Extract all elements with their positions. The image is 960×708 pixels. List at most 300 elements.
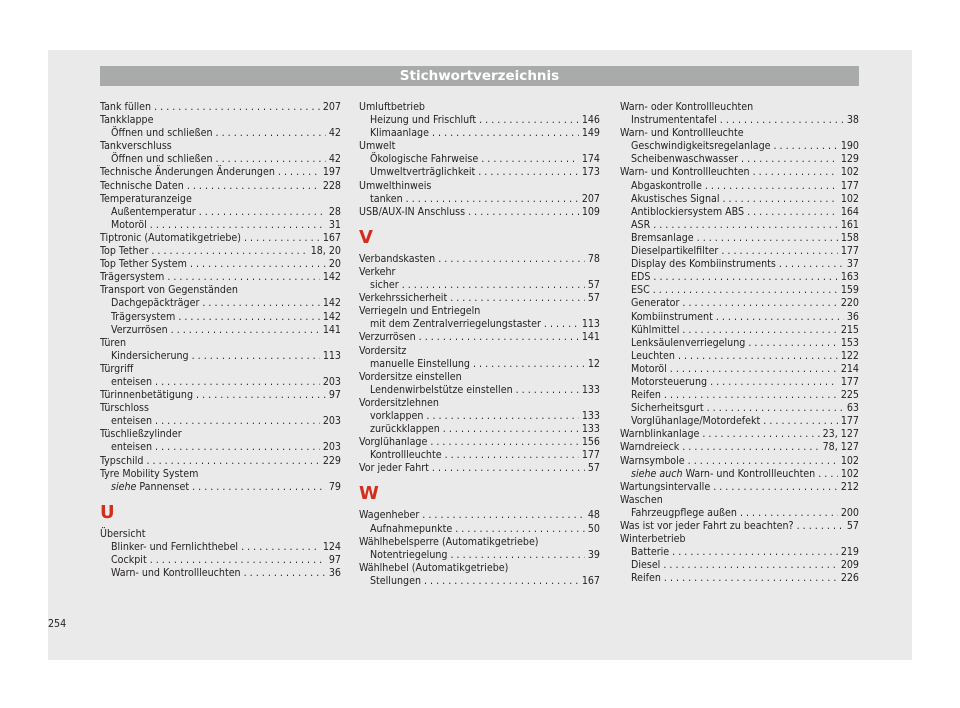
index-entry-leader-dots <box>653 271 837 284</box>
index-entry-term: Technische Daten <box>100 179 184 192</box>
index-entry <box>620 572 859 585</box>
index-entry-term: Öffnen und schließen <box>111 127 213 140</box>
index-entry <box>100 481 341 494</box>
index-entry-leader-dots <box>192 350 320 363</box>
index-entry-leader-dots <box>455 523 585 536</box>
index-entry-leader-dots <box>748 337 837 350</box>
index-entry <box>359 292 600 305</box>
index-entry-page[interactable]: 173 <box>581 166 600 179</box>
index-entry-leader-dots <box>774 140 838 153</box>
index-entry-page[interactable]: 28 <box>328 205 341 218</box>
index-entry-term: Scheibenwaschwasser <box>631 153 739 166</box>
index-entry-term: Notentriegelung <box>370 548 448 561</box>
index-entry-page[interactable]: 146 <box>581 114 600 127</box>
index-entry <box>100 441 341 454</box>
index-entry <box>620 166 859 179</box>
index-entry <box>359 575 600 588</box>
index-entry-page[interactable]: 225 <box>840 389 859 402</box>
index-entry <box>359 318 600 331</box>
index-entry <box>620 546 859 559</box>
index-entry <box>620 193 859 206</box>
index-entry-page[interactable]: 42 <box>328 153 341 166</box>
index-entry-term-text: Warn- und Kontrollleuchten <box>682 467 816 480</box>
index-entry-leader-dots <box>202 297 319 310</box>
index-entry <box>620 324 859 337</box>
index-entry-page[interactable]: 39 <box>587 548 600 561</box>
index-entry-page[interactable]: 133 <box>581 423 600 436</box>
index-entry-leader-dots <box>710 376 838 389</box>
index-entry-page[interactable]: 102 <box>840 467 859 480</box>
index-entry <box>359 331 600 344</box>
index-heading: Tankklappe <box>100 114 154 127</box>
index-entry-page[interactable]: 133 <box>581 409 600 422</box>
index-entry <box>100 101 341 114</box>
index-entry-leader-dots <box>779 258 844 271</box>
index-entry-term: Lendenwirbelstütze einstellen <box>370 383 513 396</box>
index-heading: Türen <box>100 336 126 349</box>
index-entry-term: Reifen <box>631 389 661 402</box>
index-entry-leader-dots <box>544 318 579 331</box>
index-entry <box>620 140 859 153</box>
index-entry-page[interactable]: 141 <box>581 331 600 344</box>
index-entry-term: vorklappen <box>370 409 424 422</box>
index-entry-leader-dots <box>688 455 838 468</box>
index-entry <box>100 389 341 402</box>
index-entry-page[interactable]: 63 <box>846 402 859 415</box>
index-entry <box>620 507 859 520</box>
index-entry <box>359 423 600 436</box>
index-entry-leader-dots <box>702 428 819 441</box>
index-entry-page[interactable]: 161 <box>840 218 859 231</box>
index-entry-page[interactable]: 133 <box>581 383 600 396</box>
index-entry-leader-dots <box>468 206 579 219</box>
index-entry-term: Akustisches Signal <box>631 192 720 205</box>
index-entry-term: Kindersicherung <box>111 349 189 362</box>
index-heading: Temperaturanzeige <box>100 192 192 205</box>
index-heading: Tankverschluss <box>100 140 172 153</box>
index-entry-see-also: siehe auch <box>631 467 683 480</box>
index-entry <box>620 153 859 166</box>
index-entry-leader-dots <box>445 449 579 462</box>
index-entry-leader-dots <box>432 462 585 475</box>
index-entry <box>359 462 600 475</box>
index-entry <box>620 232 859 245</box>
index-entry-term: Verzurrösen <box>111 323 168 336</box>
index-entry-leader-dots <box>244 232 320 245</box>
index-entry-leader-dots <box>664 572 838 585</box>
index-heading: Vordersitzlehnen <box>359 396 439 409</box>
index-entry-term: Wartungsintervalle <box>620 480 711 493</box>
index-heading: Umwelthinweis <box>359 179 432 192</box>
index-entry <box>620 415 859 428</box>
index-entry-term: Trägersystem <box>111 310 176 323</box>
index-entry-term: sicher <box>370 279 399 292</box>
index-entry-term: Reifen <box>631 572 661 585</box>
index-entry <box>620 520 859 533</box>
index-entry-page[interactable]: 177 <box>581 449 600 462</box>
index-entry-term: Verbandskasten <box>359 252 436 265</box>
index-entry-term: Warnblinkanlage <box>620 428 700 441</box>
index-entry-page[interactable]: 102 <box>840 166 859 179</box>
index-entry-leader-dots <box>155 376 320 389</box>
index-entry-term: mit dem Zentralverriegelungstaster <box>370 318 541 331</box>
index-entry-leader-dots <box>154 101 320 114</box>
index-heading: Verkehr <box>359 265 396 278</box>
index-entry-leader-dots <box>753 166 838 179</box>
index-entry-leader-dots <box>682 441 819 454</box>
index-entry-page[interactable]: 37 <box>846 258 859 271</box>
index-entry-page[interactable]: 177 <box>840 245 859 258</box>
index-entry-page[interactable]: 226 <box>840 572 859 585</box>
index-entry-term: Leuchten <box>631 349 675 362</box>
index-entry <box>100 166 341 179</box>
index-entry <box>359 549 600 562</box>
index-entry-page[interactable]: 78 <box>587 252 600 265</box>
index-entry-page[interactable]: 156 <box>581 436 600 449</box>
index-entry-leader-dots <box>479 114 579 127</box>
index-entry-page[interactable]: 167 <box>322 231 341 244</box>
index-entry-leader-dots <box>818 468 838 481</box>
index-entry <box>620 297 859 310</box>
index-entry-page[interactable]: 167 <box>581 574 600 587</box>
index-entry-page[interactable]: 219 <box>840 546 859 559</box>
index-entry-term: Was ist vor jeder Fahrt zu beachten? <box>620 520 794 532</box>
index-entry <box>620 468 859 481</box>
index-entry <box>359 279 600 292</box>
index-entry-leader-dots <box>187 180 320 193</box>
index-entry <box>620 376 859 389</box>
index-entry-page[interactable]: 203 <box>322 441 341 454</box>
index-entry <box>359 410 600 423</box>
index-entry-term: Warnsymbole <box>620 454 685 467</box>
index-entry-page[interactable]: 57 <box>587 462 600 475</box>
index-entry-page[interactable]: 57 <box>587 279 600 292</box>
index-entry-page[interactable]: 20 <box>328 258 341 271</box>
index-heading: Wählhebel (Automatikgetriebe) <box>359 561 509 574</box>
index-entry <box>100 180 341 193</box>
index-entry-term: Antiblockiersystem ABS <box>631 205 745 218</box>
index-entry-page[interactable]: 48 <box>587 509 600 522</box>
index-entry-page[interactable]: 109 <box>581 205 600 218</box>
index-entry-leader-dots <box>190 258 326 271</box>
index-entry-leader-dots <box>763 415 838 428</box>
index-entry <box>100 219 341 232</box>
index-entry-page[interactable]: 12 <box>587 357 600 370</box>
index-entry-leader-dots <box>196 389 326 402</box>
index-entry-page[interactable]: 215 <box>840 323 859 336</box>
index-entry-page[interactable]: 102 <box>840 454 859 467</box>
index-entry-page[interactable]: 177 <box>840 375 859 388</box>
index-column-3 <box>620 101 859 585</box>
index-entry <box>100 567 341 580</box>
index-entry-page[interactable]: 228 <box>322 179 341 192</box>
index-entry-page[interactable]: 149 <box>581 127 600 140</box>
index-entry-page[interactable]: 113 <box>322 349 341 362</box>
index-entry-leader-dots <box>432 127 579 140</box>
index-entry-term: enteisen <box>111 415 153 428</box>
index-entry-term: Umweltverträglichkeit <box>370 166 476 179</box>
index-entry-term: Wagenheber <box>359 509 420 522</box>
index-entry <box>100 153 341 166</box>
index-entry-page[interactable]: 42 <box>328 127 341 140</box>
index-entry-page[interactable]: 197 <box>322 166 341 179</box>
index-entry-page[interactable]: 18, 20 <box>310 245 341 258</box>
index-entry-term: Trägersystem <box>100 271 165 284</box>
index-entry-page[interactable]: 23, 127 <box>822 428 859 441</box>
index-entry <box>359 127 600 140</box>
index-entry <box>100 245 341 258</box>
index-entry-term: EDS <box>631 271 651 284</box>
index-entry-leader-dots <box>151 245 307 258</box>
index-entry-leader-dots <box>705 180 838 193</box>
index-entry-term: Bremsanlage <box>631 231 694 244</box>
index-entry-page[interactable]: 174 <box>581 153 600 166</box>
index-entry-page[interactable]: 158 <box>840 231 859 244</box>
index-entry-term: Dachgepäckträger <box>111 297 200 310</box>
index-entry <box>359 193 600 206</box>
index-entry-page[interactable]: 207 <box>322 101 341 113</box>
index-entry <box>100 541 341 554</box>
index-entry-page[interactable]: 102 <box>840 192 859 205</box>
index-entry-page[interactable]: 129 <box>840 153 859 166</box>
index-entry-term: Batterie <box>631 546 670 559</box>
index-entry-leader-dots <box>178 311 320 324</box>
index-entry <box>620 258 859 271</box>
index-entry-term: Typschild <box>100 454 144 467</box>
index-entry-leader-dots <box>426 410 578 423</box>
index-entry-leader-dots <box>707 402 844 415</box>
index-entry <box>100 554 341 567</box>
index-entry-page[interactable]: 177 <box>840 179 859 192</box>
index-entry <box>100 297 341 310</box>
index-entry-term: Abgaskontrolle <box>631 179 702 192</box>
index-entry-page[interactable]: 214 <box>840 362 859 375</box>
index-entry-leader-dots <box>678 350 838 363</box>
index-heading: Türschloss <box>100 402 149 415</box>
index-entry-term: tanken <box>370 192 403 205</box>
index-section-letter: U <box>100 501 115 523</box>
index-entry-page[interactable]: 78, 127 <box>822 441 859 454</box>
index-entry-leader-dots <box>741 153 838 166</box>
index-entry-page[interactable]: 177 <box>840 415 859 428</box>
index-entry-leader-dots <box>720 114 844 127</box>
index-entry <box>359 253 600 266</box>
index-entry-page[interactable]: 153 <box>840 336 859 349</box>
index-entry-term: Generator <box>631 297 680 310</box>
index-entry <box>620 389 859 402</box>
index-entry-leader-dots <box>150 219 326 232</box>
index-column-1 <box>100 101 341 580</box>
index-entry <box>359 384 600 397</box>
index-entry-term: Verkehrssicherheit <box>359 292 448 305</box>
index-entry <box>620 206 859 219</box>
index-entry-term: Motorsteuerung <box>631 375 708 388</box>
index-entry-term: Motoröl <box>111 218 147 231</box>
index-entry <box>620 402 859 415</box>
index-entry-leader-dots <box>146 455 319 468</box>
index-entry-page[interactable]: 142 <box>322 271 341 284</box>
index-entry-page[interactable]: 142 <box>322 310 341 323</box>
index-entry <box>620 114 859 127</box>
index-entry-term: Kühlmittel <box>631 323 680 336</box>
index-entry-term: Technische Änderungen Änderungen <box>100 166 275 179</box>
index-entry-page[interactable]: 212 <box>840 480 859 493</box>
index-entry-leader-dots <box>663 559 837 572</box>
index-entry-leader-dots <box>192 481 326 494</box>
index-section-letter: W <box>359 483 379 505</box>
index-entry-page[interactable]: 50 <box>587 522 600 535</box>
index-entry-leader-dots <box>406 193 579 206</box>
index-entry-term: zurückklappen <box>370 423 440 436</box>
index-entry-leader-dots <box>740 507 838 520</box>
index-entry-page[interactable]: 141 <box>322 323 341 336</box>
index-entry-leader-dots <box>478 166 579 179</box>
index-entry-page[interactable]: 97 <box>328 389 341 402</box>
index-entry <box>100 324 341 337</box>
index-entry-page[interactable]: 142 <box>322 297 341 310</box>
index-entry-leader-dots <box>721 245 837 258</box>
index-entry-term <box>111 481 189 494</box>
index-entry <box>100 258 341 271</box>
index-entry-page[interactable]: 200 <box>840 506 859 519</box>
index-entry-term: Kontrollleuchte <box>370 449 442 462</box>
index-entry-term: Stellungen <box>370 574 421 587</box>
index-entry-term-text: Pannenset <box>136 480 190 493</box>
index-heading: Wählhebelsperre (Automatikgetriebe) <box>359 535 539 548</box>
index-entry-leader-dots <box>450 292 585 305</box>
index-entry-term: Warn- und Kontrollleuchten <box>111 567 241 580</box>
index-entry-leader-dots <box>241 541 320 554</box>
index-entry-leader-dots <box>278 166 320 179</box>
index-entry-page[interactable]: 38 <box>846 114 859 127</box>
index-entry-page[interactable]: 124 <box>322 540 341 553</box>
index-entry-page[interactable]: 203 <box>322 415 341 428</box>
index-entry-page[interactable]: 113 <box>581 318 600 331</box>
index-entry <box>100 127 341 140</box>
index-entry-leader-dots <box>171 324 320 337</box>
index-heading: Umwelt <box>359 140 396 153</box>
index-entry <box>359 509 600 522</box>
index-entry-term: Geschwindigkeitsregelanlage <box>631 140 771 153</box>
index-section-letter: V <box>359 226 373 248</box>
index-entry-leader-dots <box>747 206 838 219</box>
index-entry-term <box>631 468 815 481</box>
index-entry <box>359 449 600 462</box>
index-entry-leader-dots <box>697 232 838 245</box>
index-entry-leader-dots <box>443 423 579 436</box>
index-entry-term: enteisen <box>111 375 153 388</box>
index-heading: Winterbetrieb <box>620 533 686 546</box>
index-heading: Tüschließzylinder <box>100 428 182 441</box>
index-entry <box>620 559 859 572</box>
index-entry-term: USB/AUX-IN Anschluss <box>359 205 466 218</box>
index-entry-term: Warn- und Kontrollleuchten <box>620 166 750 179</box>
index-entry-page[interactable]: 122 <box>840 349 859 362</box>
index-entry-term: enteisen <box>111 441 153 454</box>
index-entry-leader-dots <box>430 436 578 449</box>
index-entry <box>359 114 600 127</box>
index-entry <box>100 455 341 468</box>
index-entry <box>100 415 341 428</box>
index-entry-term: ESC <box>631 284 650 297</box>
index-entry-term: Außentemperatur <box>111 205 196 218</box>
index-heading: Transport von Gegenständen <box>100 284 238 297</box>
index-entry-term: Warndreieck <box>620 441 680 454</box>
index-entry-leader-dots <box>402 279 585 292</box>
index-entry-term: Vorglühanlage <box>359 436 428 449</box>
index-entry-leader-dots <box>167 271 320 284</box>
index-entry-page[interactable]: 163 <box>840 271 859 284</box>
index-entry-page[interactable]: 36 <box>328 567 341 580</box>
index-entry-leader-dots <box>682 324 837 337</box>
index-entry-term: Kombiinstrument <box>631 310 713 323</box>
index-entry <box>620 455 859 468</box>
index-entry-term: Display des Kombiinstruments <box>631 258 776 271</box>
page-number: 254 <box>48 618 67 630</box>
index-entry-term: Tiptronic (Automatikgetriebe) <box>100 231 241 244</box>
index-entry-leader-dots <box>682 297 837 310</box>
index-entry <box>100 350 341 363</box>
index-entry-term: Top Tether <box>100 245 149 258</box>
index-entry-page[interactable]: 164 <box>840 205 859 218</box>
index-heading: Vordersitze einstellen <box>359 370 462 383</box>
index-entry-page[interactable]: 79 <box>328 480 341 493</box>
index-entry-leader-dots <box>481 153 579 166</box>
index-entry-page[interactable]: 203 <box>322 375 341 388</box>
index-entry-leader-dots <box>155 441 320 454</box>
index-entry-page[interactable]: 207 <box>581 192 600 205</box>
index-entry-page[interactable]: 36 <box>846 310 859 323</box>
index-entry-page[interactable]: 209 <box>840 559 859 572</box>
index-entry-term: Verzurrösen <box>359 331 416 344</box>
index-entry <box>359 166 600 179</box>
index-entry <box>359 523 600 536</box>
index-entry-page[interactable]: 190 <box>840 140 859 153</box>
index-entry-leader-dots <box>216 127 326 140</box>
index-entry <box>359 358 600 371</box>
index-entry-page[interactable]: 31 <box>328 218 341 231</box>
index-entry-term: Fahrzeugpflege außen <box>631 506 737 519</box>
index-entry-term: Vor jeder Fahrt <box>359 462 429 475</box>
index-entry-leader-dots <box>664 389 838 402</box>
index-entry <box>620 337 859 350</box>
index-heading: Warn- und Kontrollleuchte <box>620 127 744 140</box>
index-entry-term: Sicherheitsgurt <box>631 402 704 415</box>
index-entry-page[interactable]: 159 <box>840 284 859 297</box>
index-entry-leader-dots <box>672 546 838 559</box>
index-entry-page[interactable]: 97 <box>328 554 341 566</box>
index-entry-page[interactable]: 220 <box>840 297 859 310</box>
index-entry <box>359 206 600 219</box>
index-entry-page[interactable]: 57 <box>587 292 600 305</box>
index-entry-leader-dots <box>450 549 584 562</box>
index-entry <box>620 180 859 193</box>
index-entry-term: Öffnen und schließen <box>111 153 213 166</box>
index-entry-term: manuelle Einstellung <box>370 357 470 370</box>
index-entry-leader-dots <box>716 311 844 324</box>
index-entry-leader-dots <box>723 193 838 206</box>
page-header-title: Stichwortverzeichnis <box>100 66 859 86</box>
index-entry-page[interactable]: 57 <box>846 520 859 532</box>
index-entry <box>620 350 859 363</box>
index-entry-page[interactable]: 229 <box>322 454 341 467</box>
index-entry <box>620 271 859 284</box>
index-entry-leader-dots <box>438 253 585 266</box>
index-entry-leader-dots <box>473 358 585 371</box>
index-entry-leader-dots <box>199 206 326 219</box>
index-heading: Warn- oder Kontrollleuchten <box>620 101 754 113</box>
index-heading: Tyre Mobility System <box>100 467 199 480</box>
